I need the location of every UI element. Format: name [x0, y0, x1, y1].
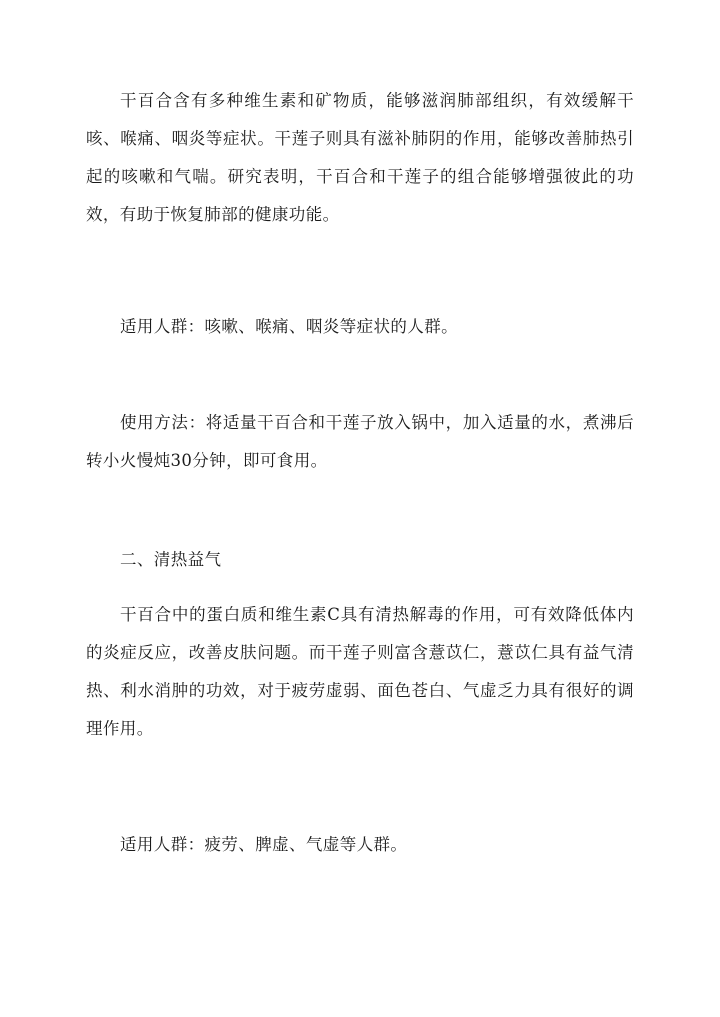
section-heading-heat-clearing: 二、清热益气: [120, 550, 222, 569]
paragraph-suitable-people-2: 适用人群：疲劳、脾虚、气虚等人群。: [120, 835, 408, 854]
paragraph-lung-benefits: 干百合含有多种维生素和矿物质，能够滋润肺部组织，有效缓解干咳、喉痛、咽炎等症状。干莲子则具有滋补肺阴的作用，能够改善肺热引起的咳嗽和气喘。研究表明，干百合和干莲子的组合能够增强彼此的功效，有助于恢复肺部的健康功能。: [86, 91, 634, 224]
paragraph-suitable-people-1: 适用人群：咳嗽、喉痛、咽炎等症状的人群。: [120, 317, 458, 336]
paragraph-heat-clearing-benefits: 干百合中的蛋白质和维生素C具有清热解毒的作用，可有效降低体内的炎症反应，改善皮肤问题。而干莲子则富含薏苡仁，薏苡仁具有益气清热、利水消肿的功效，对于疲劳虚弱、面色苍白、气虚乏力具有很好的调理作用。: [86, 605, 634, 738]
paragraph-usage-method: 使用方法：将适量干百合和干莲子放入锅中，加入适量的水，煮沸后转小火慢炖30分钟，即可食用。: [86, 413, 634, 470]
